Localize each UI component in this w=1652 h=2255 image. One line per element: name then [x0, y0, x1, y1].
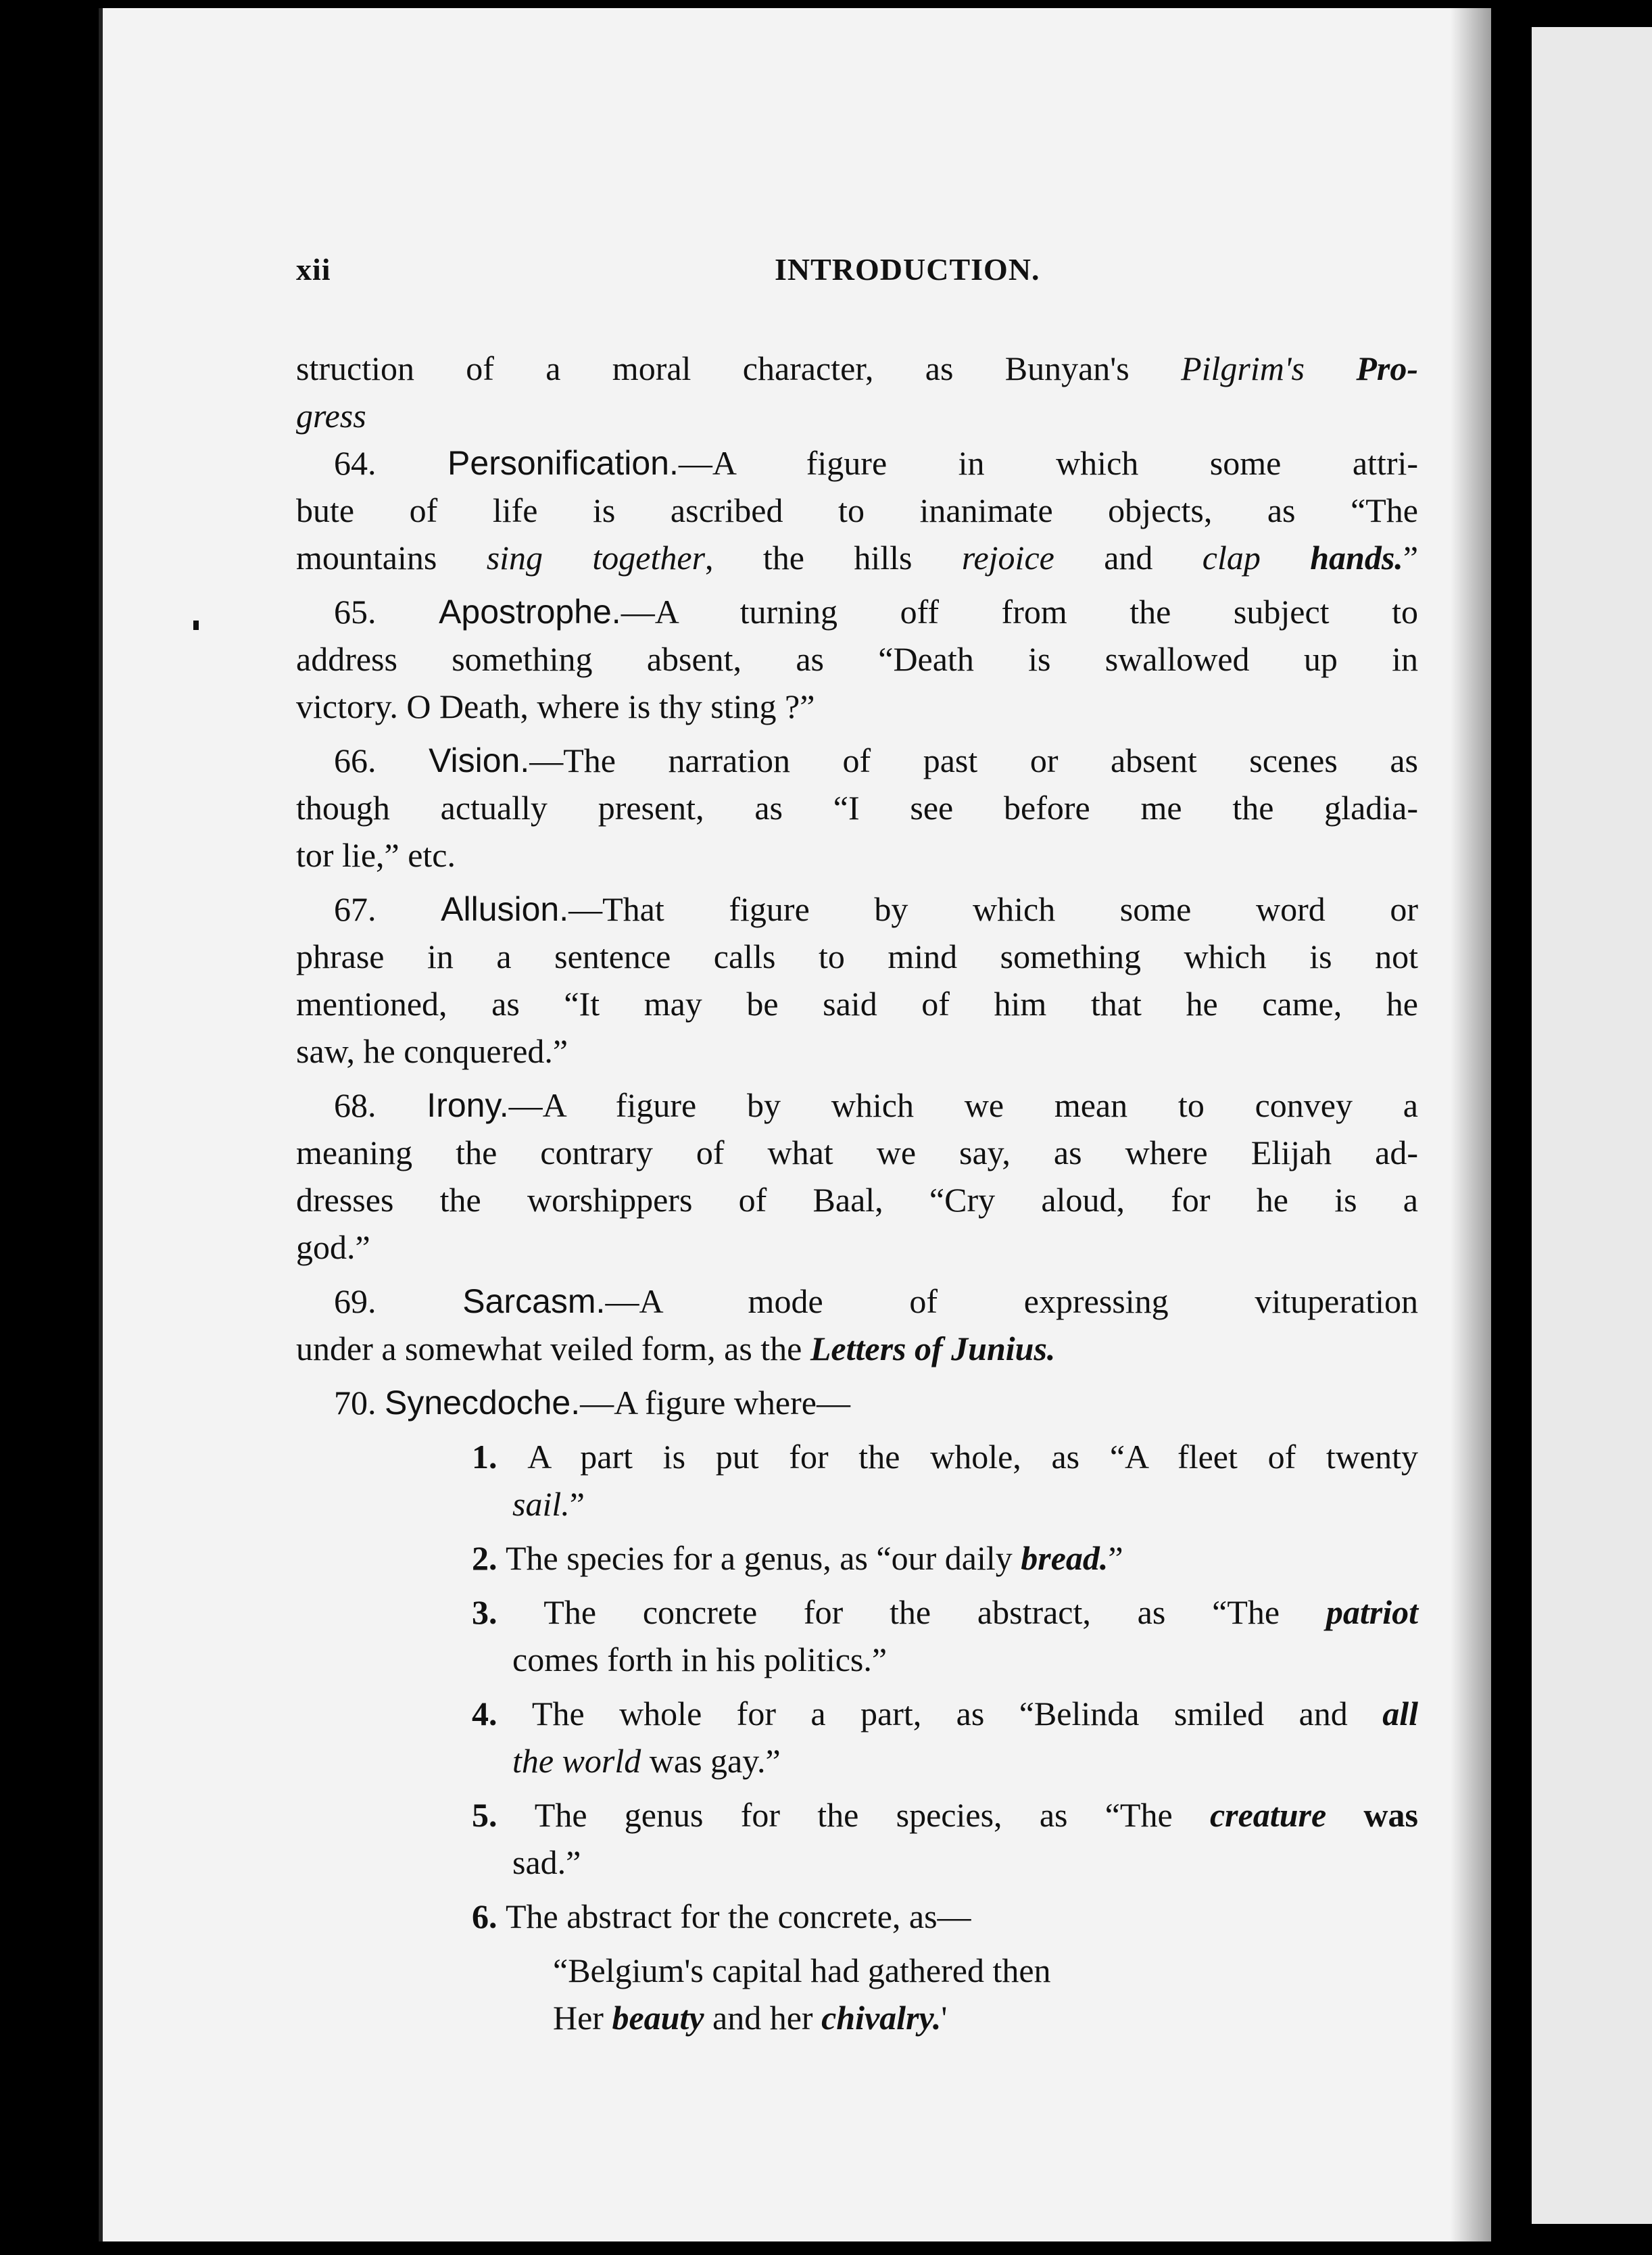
definition-65: 65. Apostrophe.—A turning off from the subject to	[334, 593, 1418, 631]
text-line: sail.”	[512, 1485, 585, 1523]
text-line: mentioned, as “It may be said of him that he came, he	[296, 985, 1418, 1023]
list-item-5: 5. The genus for the species, as “The creature was	[472, 1796, 1418, 1834]
text-line: meaning the contrary of what we say, as where Elijah ad-	[296, 1134, 1418, 1171]
text-line: victory. O Death, where is thy sting ?”	[296, 687, 815, 725]
facing-page-edge	[1532, 27, 1652, 2224]
text-line: the world was gay.”	[512, 1742, 781, 1780]
term-personification: Personification.	[447, 444, 679, 482]
term-allusion: Allusion.	[441, 890, 569, 928]
definition-69: 69. Sarcasm.—A mode of expressing vituperation	[334, 1282, 1419, 1320]
definition-64: 64. Personification.—A figure in which some attri-	[334, 444, 1419, 482]
list-item-3: 3. The concrete for the abstract, as “The patriot	[472, 1593, 1418, 1631]
text-line: address something absent, as “Death is swallowed up in	[296, 640, 1418, 678]
term-synecdoche: Synecdoche.	[385, 1384, 581, 1422]
list-item-2: 2. The species for a genus, as “our daily bread.”	[472, 1539, 1123, 1577]
text-line: under a somewhat veiled form, as the Letters of Junius.	[296, 1330, 1056, 1367]
text-line: struction of a moral character, as Bunyan's Pilgrim's Pro-	[296, 349, 1419, 387]
definition-70: 70. Synecdoche.—A figure where—	[334, 1384, 850, 1422]
page-number: xii	[296, 252, 331, 287]
margin-speck	[193, 621, 199, 630]
text-line: saw, he conquered.”	[296, 1032, 568, 1070]
list-item-6: 6. The abstract for the concrete, as—	[472, 1897, 971, 1935]
definition-66: 66. Vision.—The narration of past or absent scenes as	[334, 742, 1418, 779]
text-line: god.”	[296, 1228, 370, 1266]
text-line: bute of life is ascribed to inanimate objects, as “The	[296, 491, 1418, 529]
spine-shadow	[1451, 8, 1491, 2241]
text-line: though actually present, as “I see before me the gladia-	[296, 789, 1418, 827]
text-line: sad.”	[512, 1843, 581, 1881]
term-sarcasm: Sarcasm.	[462, 1282, 606, 1320]
quotation-line: Her beauty and her chivalry.'	[553, 1999, 948, 2037]
running-head	[296, 251, 1418, 299]
running-title: INTRODUCTION.	[775, 252, 1040, 287]
term-vision: Vision.	[429, 742, 530, 779]
definition-67: 67. Allusion.—That figure by which some word or	[334, 890, 1419, 928]
text-line: comes forth in his politics.”	[512, 1641, 888, 1678]
term-apostrophe: Apostrophe.	[439, 593, 621, 631]
quotation-line: “Belgium's capital had gathered then	[553, 1951, 1051, 1989]
text-line: tor lie,” etc.	[296, 836, 456, 874]
book-page	[99, 8, 1491, 2241]
text-line: dresses the worshippers of Baal, “Cry aloud, for he is a	[296, 1181, 1418, 1219]
text-line: phrase in a sentence calls to mind something which is not	[296, 938, 1418, 975]
text-line: gress	[296, 397, 366, 435]
term-irony: Irony.	[427, 1086, 509, 1124]
definition-68: 68. Irony.—A figure by which we mean to convey a	[334, 1086, 1418, 1124]
text-line: mountains sing together, the hills rejoice and clap hands.”	[296, 539, 1419, 577]
list-item-4: 4. The whole for a part, as “Belinda smiled and all	[472, 1695, 1418, 1732]
list-item-1: 1. A part is put for the whole, as “A fleet of twenty	[472, 1438, 1418, 1476]
